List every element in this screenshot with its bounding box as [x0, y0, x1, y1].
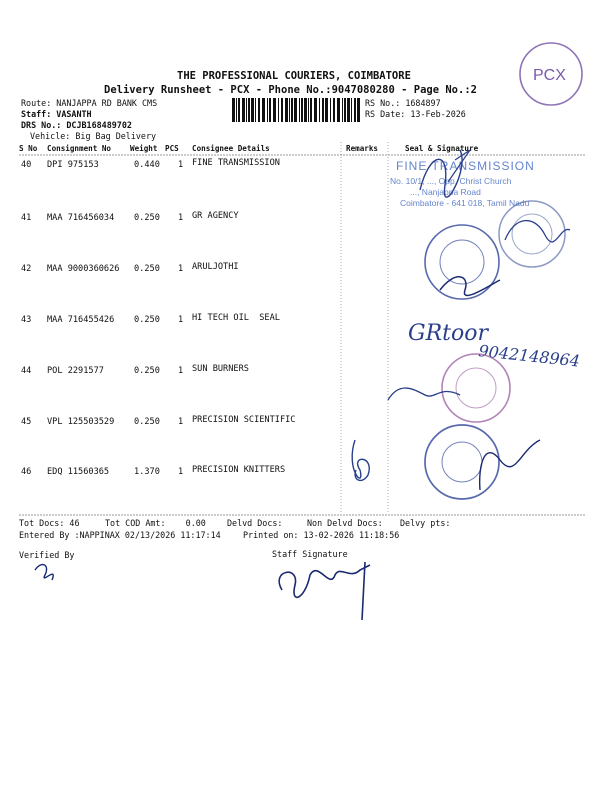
entered-by: Entered By :NAPPINAX 02/13/2026 11:17:14: [19, 530, 221, 540]
staff-signature-label: Staff Signature: [272, 549, 348, 559]
row-weight: 0.250: [134, 213, 160, 223]
row-sno: 44: [21, 366, 32, 376]
row-sno: 43: [21, 315, 32, 325]
row-weight: 0.250: [134, 417, 160, 427]
row-consignee: ARULJOTHI: [192, 262, 239, 272]
row-weight: 0.250: [134, 315, 160, 325]
row-sno: 40: [21, 160, 32, 170]
svg-text:..., Nanjappa Road: ..., Nanjappa Road: [410, 187, 481, 197]
row-pcs: 1: [178, 366, 184, 376]
delivery-points: Delvy pts:: [400, 518, 451, 528]
rs-date: RS Date: 13-Feb-2026: [365, 109, 466, 119]
rs-number: RS No.: 1684897: [365, 98, 441, 108]
row-sno: 46: [21, 467, 32, 477]
col-seal-signature: Seal & Signature: [405, 144, 479, 153]
route-label: Route: NANJAPPA RD BANK CMS: [21, 98, 158, 108]
svg-text:No. 10/1, ..., Opp. Christ Chu: No. 10/1, ..., Opp. Christ Church: [390, 176, 512, 186]
delivered-docs: Delvd Docs:: [227, 518, 283, 528]
row-sno: 42: [21, 264, 32, 274]
row-pcs: 1: [178, 213, 184, 223]
company-title: THE PROFESSIONAL COURIERS, COIMBATORE: [177, 70, 411, 82]
runsheet-title: Delivery Runsheet - PCX - Phone No.:9047080280 - Page No.:2: [104, 84, 477, 96]
row-consignee: FINE TRANSMISSION: [192, 158, 280, 168]
fine-transmission-stamp: [390, 159, 535, 208]
row-consignee: PRECISION KNITTERS: [192, 465, 286, 475]
row-weight: 1.370: [134, 467, 160, 477]
row-weight: 0.250: [134, 366, 160, 376]
row-consignee: HI TECH OIL SEAL: [192, 313, 280, 323]
svg-text:FINE TRANSMISSION: FINE TRANSMISSION: [396, 159, 535, 173]
col-weight: Weight: [130, 144, 158, 153]
row-pcs: 1: [178, 315, 184, 325]
col-consignment: Consignment No: [47, 144, 112, 153]
drs-number: DRS No.: DCJB168489702: [21, 120, 132, 130]
total-cod-amount: Tot COD Amt: 0.00: [105, 518, 206, 528]
row-consignment: POL 2291577: [47, 366, 104, 376]
row-consignment: EDQ 11560365: [47, 467, 110, 477]
row-pcs: 1: [178, 160, 184, 170]
svg-text:Coimbatore - 641 018, Tamil Na: Coimbatore - 641 018, Tamil Nadu: [400, 198, 530, 208]
svg-text:GRtoor: GRtoor: [408, 321, 488, 346]
vehicle-label: Vehicle: Big Bag Delivery: [30, 131, 157, 141]
non-delivered-docs: Non Delvd Docs:: [307, 518, 383, 528]
col-remarks: Remarks: [346, 144, 379, 153]
col-consignee: Consignee Details: [192, 144, 270, 153]
row-consignment: MAA 716456034: [47, 213, 115, 223]
row-pcs: 1: [178, 264, 184, 274]
row-consignee: GR AGENCY: [192, 211, 239, 221]
svg-text:9042148964: 9042148964: [477, 341, 581, 371]
row-consignment: MAA 9000360626: [47, 264, 120, 274]
total-docs: Tot Docs: 46: [19, 518, 80, 528]
row-sno: 41: [21, 213, 32, 223]
row-weight: 0.250: [134, 264, 160, 274]
row-pcs: 1: [178, 467, 184, 477]
row-consignment: MAA 716455426: [47, 315, 115, 325]
row-consignment: DPI 975153: [47, 160, 99, 170]
col-sno: S No: [19, 144, 38, 153]
row-sno: 45: [21, 417, 32, 427]
row-consignee: PRECISION SCIENTIFIC: [192, 415, 296, 425]
pcx-stamp-text: PCX: [533, 67, 566, 84]
printed-on: Printed on: 13-02-2026 11:18:56: [243, 530, 400, 540]
row-consignment: VPL 125503529: [47, 417, 115, 427]
staff-label: Staff: VASANTH: [21, 109, 92, 119]
col-pcs: PCS: [165, 144, 179, 153]
row-weight: 0.440: [134, 160, 160, 170]
row-pcs: 1: [178, 417, 184, 427]
row-consignee: SUN BURNERS: [192, 364, 249, 374]
verified-by-label: Verified By: [19, 550, 75, 560]
